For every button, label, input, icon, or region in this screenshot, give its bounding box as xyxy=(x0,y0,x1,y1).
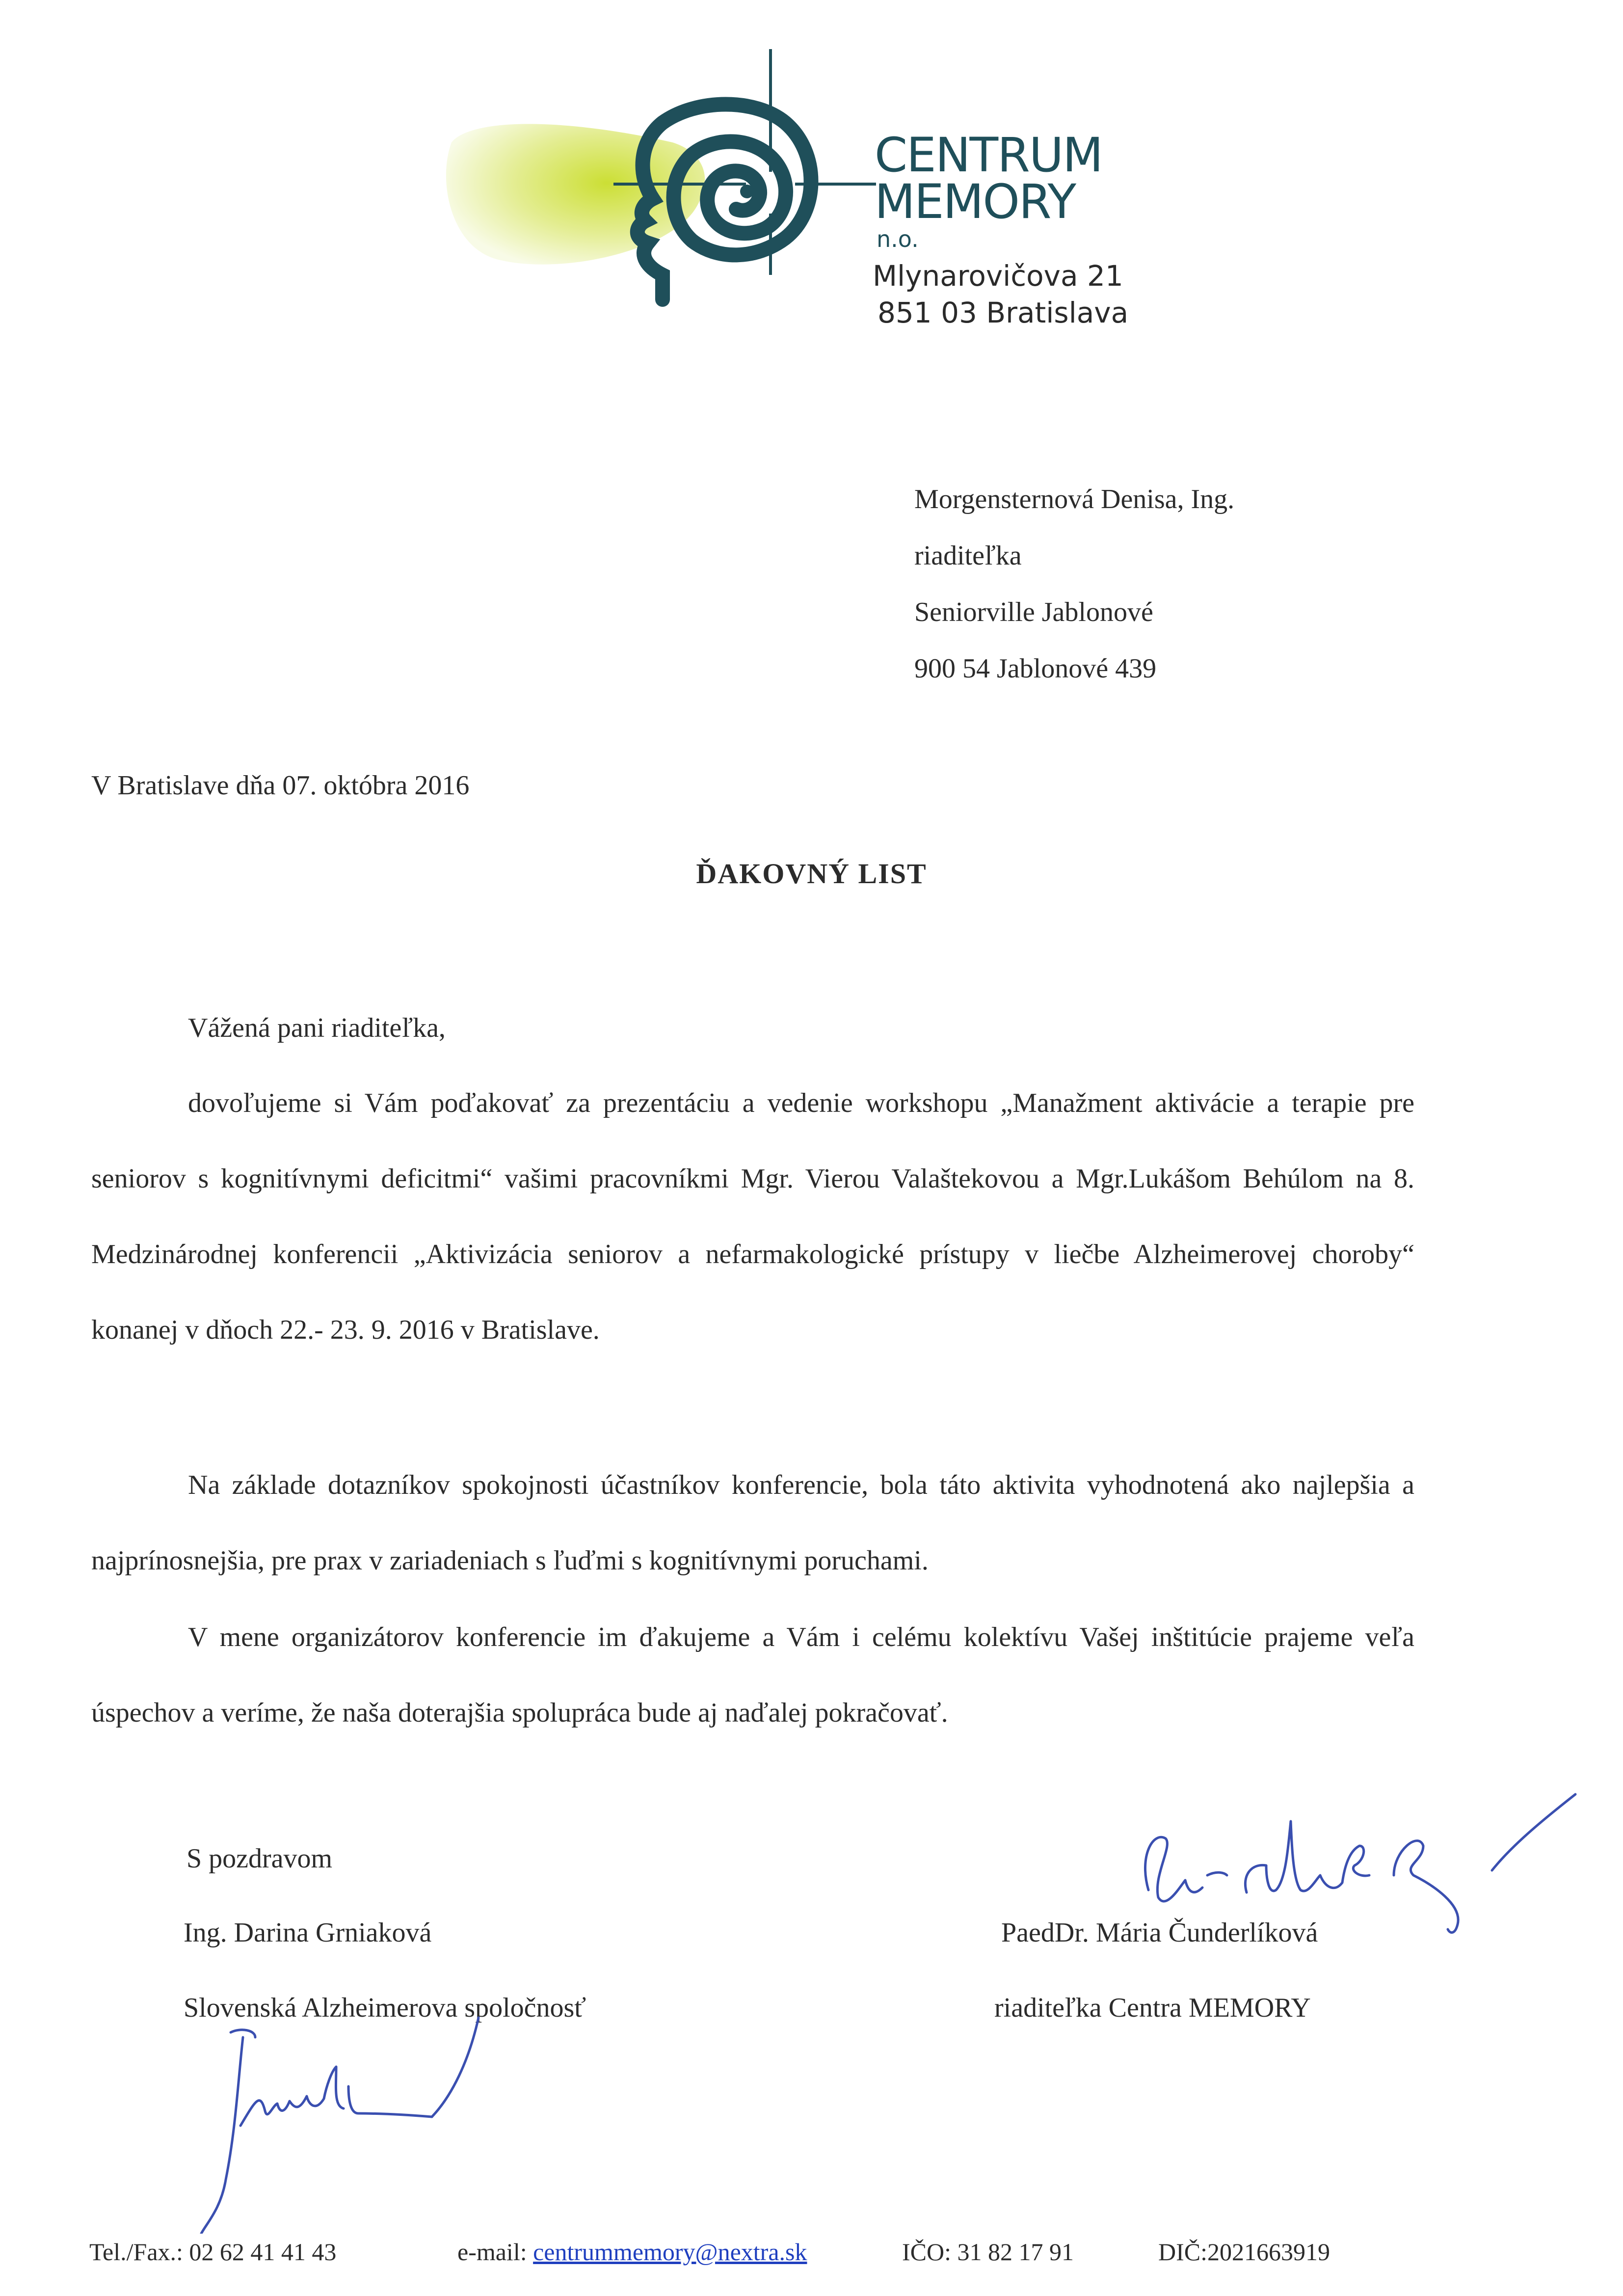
page-title: ĎAKOVNÝ LIST xyxy=(696,858,927,890)
left-handwritten-signature-icon xyxy=(186,2003,481,2234)
org-city: 851 03 Bratislava xyxy=(878,296,1129,329)
left-signatory-name: Ing. Darina Grniaková xyxy=(184,1918,432,1948)
recipient-address: 900 54 Jablonové 439 xyxy=(914,653,1157,684)
left-signatory-organization: Slovenská Alzheimerova spoločnosť xyxy=(184,1993,586,2023)
letter-date: V Bratislave dňa 07. októbra 2016 xyxy=(91,770,470,801)
spiral-head-logo-icon xyxy=(442,44,883,319)
recipient-institution: Seniorville Jablonové xyxy=(914,597,1153,627)
brand-legal-form: n.o. xyxy=(877,226,919,252)
body-paragraph-evaluation: Na základe dotazníkov spokojnosti účastníkov konferencie, bola táto aktivita vyhodnotená ako najlepšia a najprínosnejšia, pre prax v zariadeniach s ľuďmi s kognitívnymi poruchami. xyxy=(91,1470,1414,1576)
right-signatory-name: PaedDr. Mária Čunderlíková xyxy=(1001,1918,1318,1948)
brand-name-line2: MEMORY xyxy=(875,174,1076,229)
footer-dic: DIČ:2021663919 xyxy=(1158,2238,1330,2266)
footer-email-label: e-mail: xyxy=(457,2238,533,2266)
recipient-role: riaditeľka xyxy=(914,540,1022,571)
body-paragraph-thanks: dovoľujeme si Vám poďakovať za prezentáciu a vedenie workshopu „Manažment aktivácie a terapie pre seniorov s kognitívnymi deficitmi“ vašimi pracovníkmi Mgr. Vierou Valaštekovou a Mgr.Lukášom Behúlom na 8. Medzinárodnej konferencii „Aktivizácia seniorov a nefarmakologické prístupy v liečbe Alzheimerovej choroby“ konanej v dňoch 22.- 23. 9. 2016 v Bratislave. xyxy=(91,1088,1414,1345)
recipient-name: Morgensternová Denisa, Ing. xyxy=(914,484,1235,514)
body-paragraph-wishes: V mene organizátorov konferencie im ďakujeme a Vám i celému kolektívu Vašej inštitúcie prajeme veľa úspechov a veríme, že naša doterajšia spolupráca bude aj naďalej pokračovať. xyxy=(91,1622,1414,1728)
closing-greeting: S pozdravom xyxy=(186,1843,333,1874)
brand-name-line1: CENTRUM xyxy=(875,128,1102,183)
footer-email xyxy=(457,2238,807,2266)
right-handwritten-signature-icon xyxy=(1119,1792,1600,1954)
right-signatory-title: riaditeľka Centra MEMORY xyxy=(994,1993,1311,2023)
salutation: Vážená pani riaditeľka, xyxy=(188,1013,446,1043)
footer-ico: IČO: 31 82 17 91 xyxy=(902,2238,1074,2266)
footer-telephone: Tel./Fax.: 02 62 41 41 43 xyxy=(89,2238,337,2266)
org-street: Mlynarovičova 21 xyxy=(873,259,1123,293)
footer-email-link[interactable]: centrummemory@nextra.sk xyxy=(533,2238,807,2266)
